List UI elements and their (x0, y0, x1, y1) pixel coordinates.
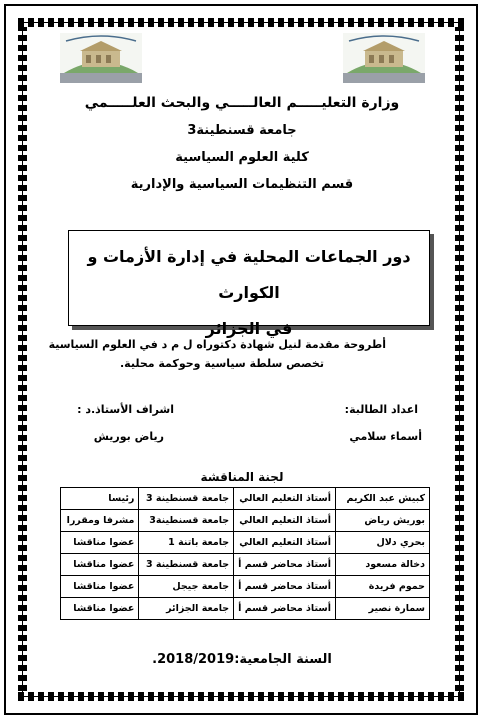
committee-table (60, 487, 430, 620)
student-name: أسماء سلامي (349, 430, 422, 443)
university-logo-icon (60, 33, 142, 83)
table-row (61, 554, 430, 576)
member-role: عضوا مناقشا (61, 532, 139, 554)
member-role: عضوا مناقشا (61, 598, 139, 620)
member-university: جامعة قسنطينة3 (139, 510, 234, 532)
member-university: جامعة جيجل (139, 576, 234, 598)
member-name: سمارة نصير (335, 598, 429, 620)
member-rank: أستاذ محاضر قسم أ (234, 576, 336, 598)
member-name: كبيش عبد الكريم (335, 488, 429, 510)
committee-heading: لجنة المناقشة (200, 470, 284, 484)
table-row (61, 598, 430, 620)
member-role: عضوا مناقشا (61, 576, 139, 598)
member-university: جامعة قسنطينة 3 (139, 488, 234, 510)
member-university: جامعة باتنة 1 (139, 532, 234, 554)
thesis-title-line-2: في الجزائر (205, 319, 293, 338)
member-rank: أستاذ محاضر قسم أ (234, 598, 336, 620)
table-row (61, 510, 430, 532)
member-rank: أستاذ التعليم العالي (234, 532, 336, 554)
table-row (61, 488, 430, 510)
member-role: عضوا مناقشا (61, 554, 139, 576)
university-name: جامعة قسنطينة3 (187, 123, 297, 138)
member-role: مشرفا ومقررا (61, 510, 139, 532)
faculty-name: كلية العلوم السياسية (175, 150, 309, 165)
student-label: اعداد الطالبة: (344, 403, 418, 416)
table-row (61, 576, 430, 598)
member-rank: أستاذ التعليم العالي (234, 510, 336, 532)
supervisor-label: اشراف الأستاذ.د : (77, 403, 174, 416)
supervisor-name: رياض بوريش (93, 430, 164, 443)
university-logo-icon (343, 33, 425, 83)
member-name: بحري دلال (335, 532, 429, 554)
member-university: جامعة قسنطينة 3 (139, 554, 234, 576)
member-rank: أستاذ التعليم العالي (234, 488, 336, 510)
thesis-purpose: أطروحة مقدمة لنيل شهادة دكتوراه ل م د في العلوم السياسية (48, 338, 386, 351)
member-name: بوريش رياض (335, 510, 429, 532)
table-row (61, 532, 430, 554)
member-name: حموم فريدة (335, 576, 429, 598)
member-university: جامعة الجزائر (139, 598, 234, 620)
member-role: رئيسا (61, 488, 139, 510)
member-name: دخالة مسعود (335, 554, 429, 576)
ministry-name: وزارة التعليـــــم العالـــــي والبحث العلـــــمي (84, 95, 400, 111)
department-name: قسم التنظيمات السياسية والإدارية (130, 177, 354, 192)
thesis-title-box (68, 230, 430, 338)
academic-year: السنة الجامعية:2018/2019. (152, 652, 332, 667)
thesis-title-line-1: دور الجماعات المحلية في إدارة الأزمات و الكوارث (87, 247, 411, 302)
member-rank: أستاذ محاضر قسم أ (234, 554, 336, 576)
thesis-specialty: تخصص سلطة سياسية وحوكمة محلية. (119, 357, 324, 370)
